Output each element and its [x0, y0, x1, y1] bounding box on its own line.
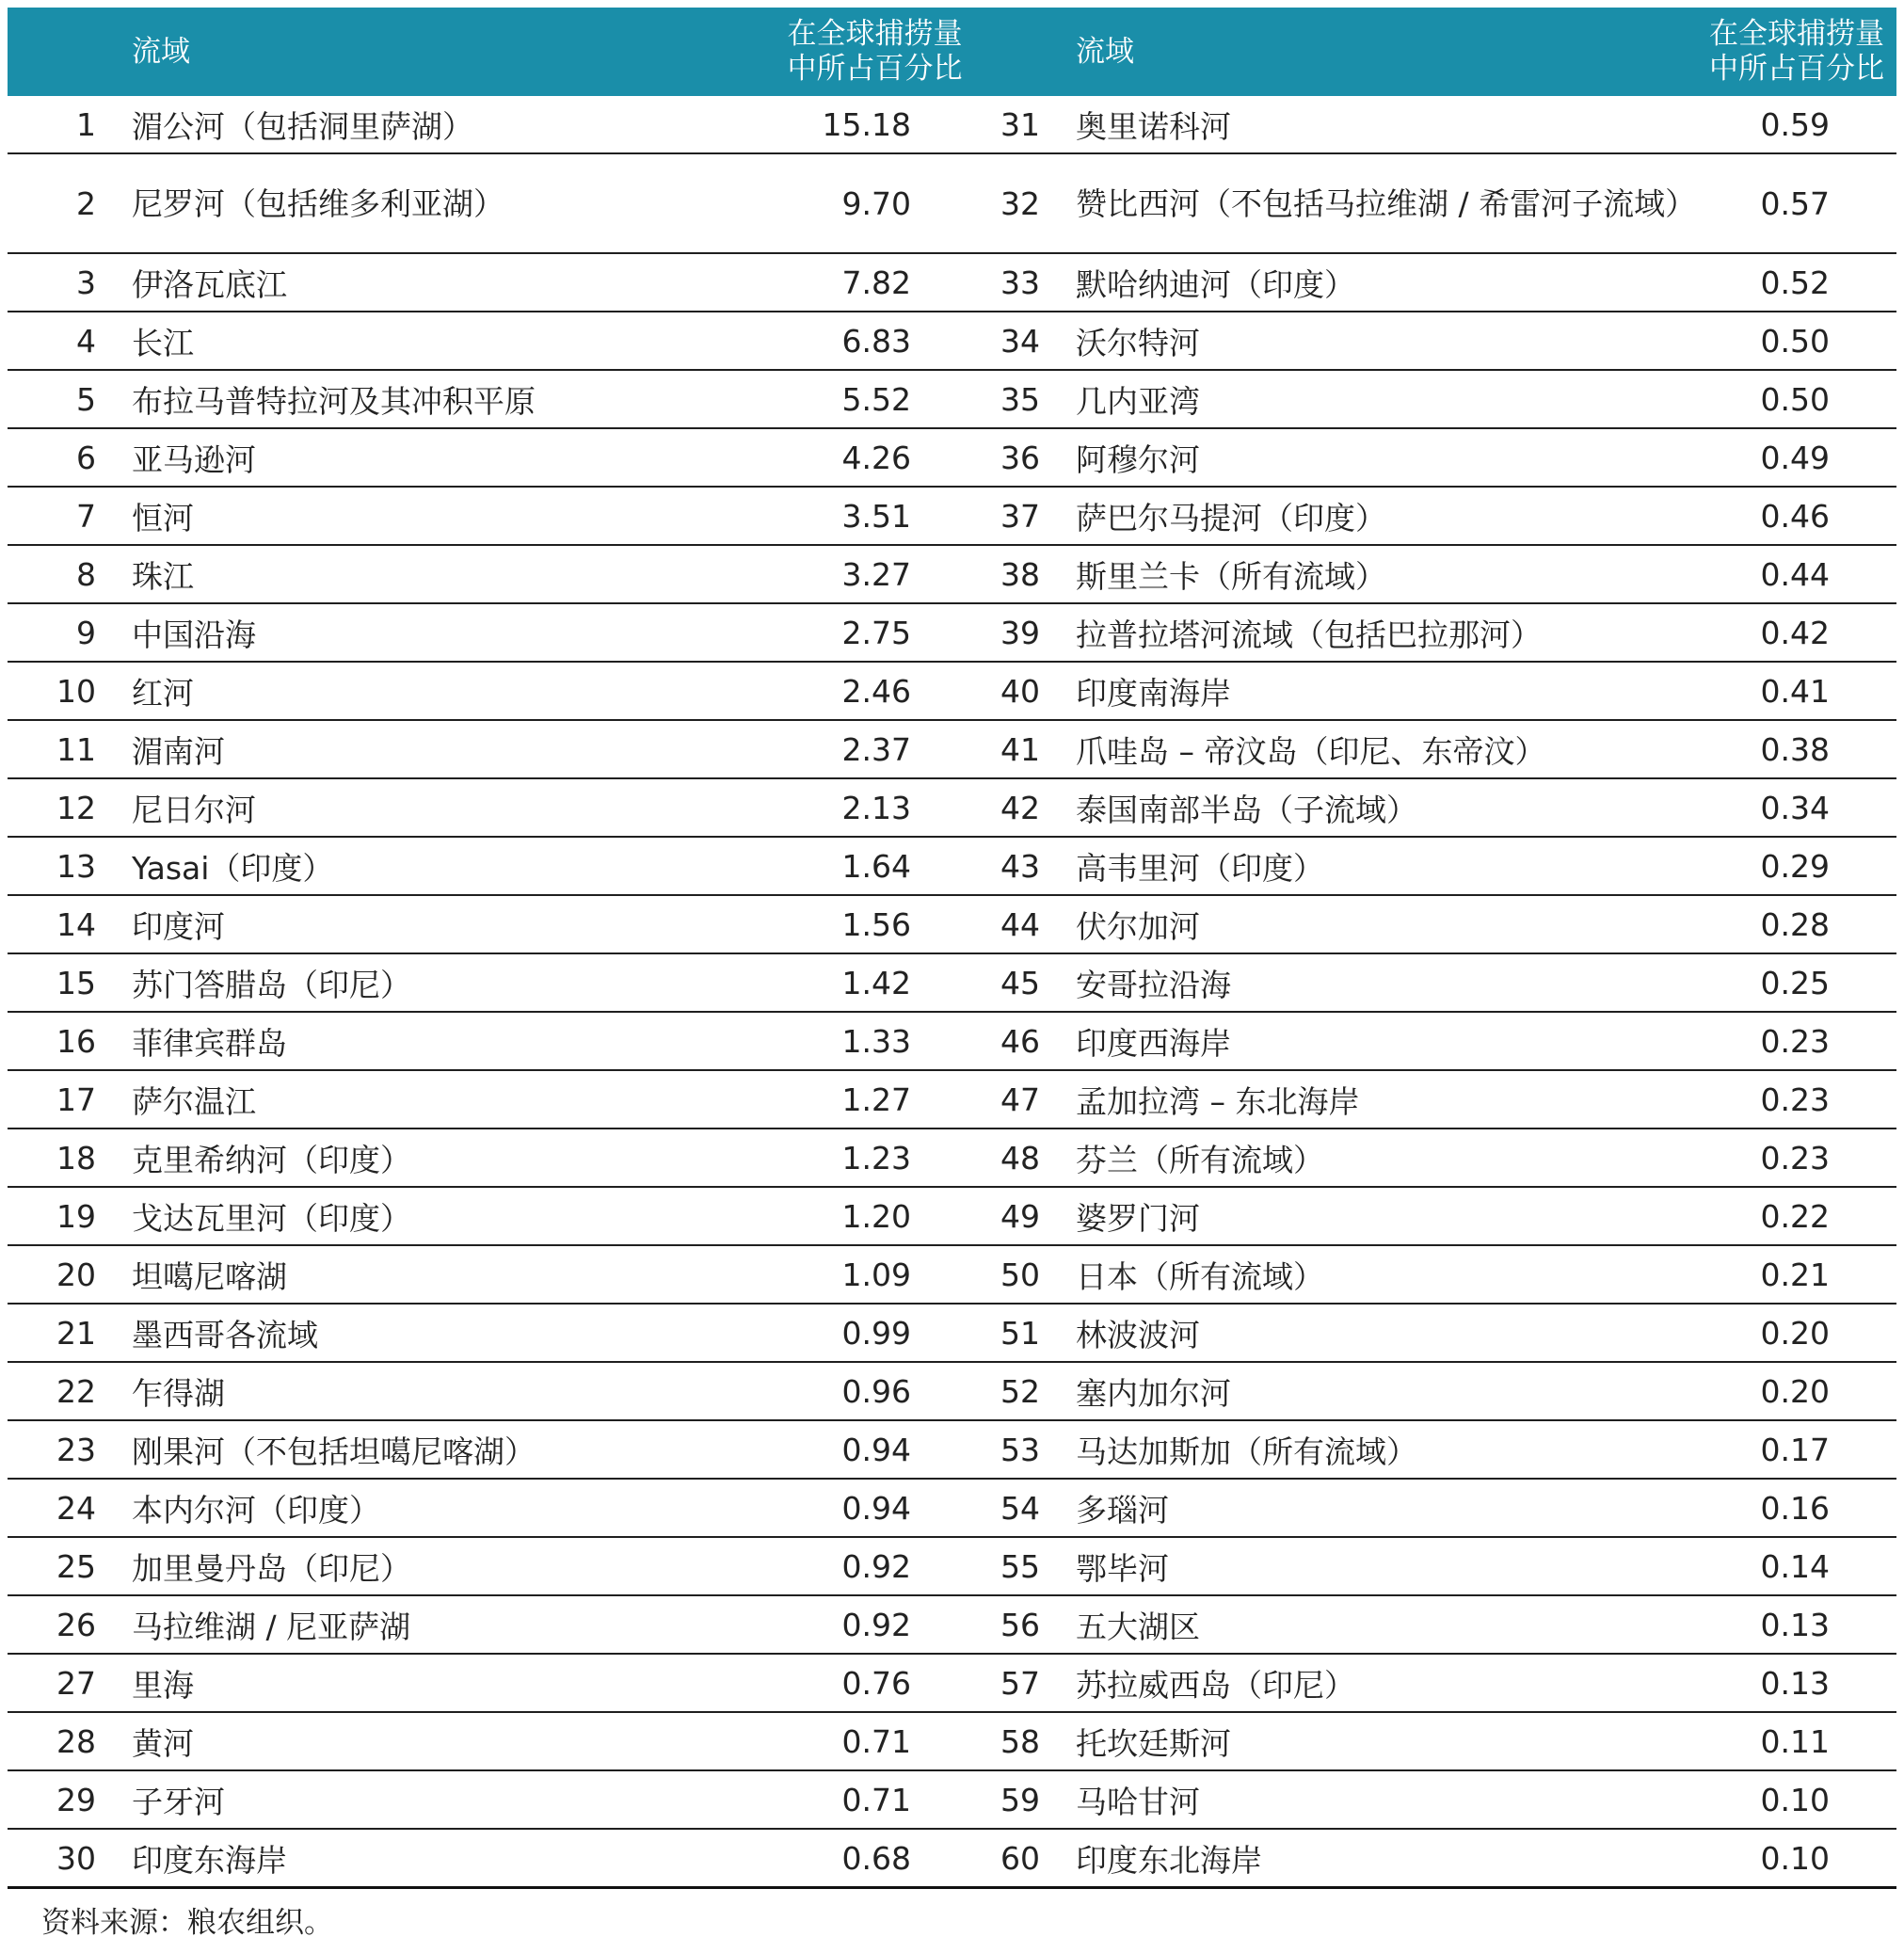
basin-cell: 伏尔加河	[1076, 895, 1697, 953]
table-row	[8, 837, 1896, 895]
percent-cell: 0.25	[1697, 953, 1896, 1012]
percent-cell: 2.13	[786, 778, 952, 837]
basin-cell: 克里希纳河（印度）	[132, 1129, 786, 1187]
basin-cell: 塞内加尔河	[1076, 1362, 1697, 1420]
basin-cell: 印度西海岸	[1076, 1012, 1697, 1070]
percent-cell: 0.29	[1697, 837, 1896, 895]
table-row	[8, 1537, 1896, 1595]
rank-cell: 14	[8, 895, 132, 953]
percent-cell: 1.64	[786, 837, 952, 895]
percent-cell: 0.28	[1697, 895, 1896, 953]
basin-cell: 芬兰（所有流域）	[1076, 1129, 1697, 1187]
percent-cell: 0.52	[1697, 253, 1896, 312]
rank-cell: 42	[952, 778, 1076, 837]
rank-cell: 8	[8, 545, 132, 603]
header-basin-right: 流域	[1076, 8, 1697, 96]
rank-cell: 52	[952, 1362, 1076, 1420]
basin-cell: 阿穆尔河	[1076, 428, 1697, 487]
percent-cell: 0.92	[786, 1595, 952, 1654]
percent-cell: 1.33	[786, 1012, 952, 1070]
percent-cell: 6.83	[786, 312, 952, 370]
table-row	[8, 895, 1896, 953]
percent-cell: 2.75	[786, 603, 952, 662]
percent-cell: 0.50	[1697, 312, 1896, 370]
rank-cell: 32	[952, 153, 1076, 253]
table-row	[8, 603, 1896, 662]
header-percent-label: 在全球捕捞量中所占百分比	[787, 17, 963, 86]
percent-cell: 1.20	[786, 1187, 952, 1245]
basin-cell: 刚果河（不包括坦噶尼喀湖）	[132, 1420, 786, 1479]
basin-cell: 多瑙河	[1076, 1479, 1697, 1537]
rank-cell: 43	[952, 837, 1076, 895]
percent-cell: 0.34	[1697, 778, 1896, 837]
basin-cell: 戈达瓦里河（印度）	[132, 1187, 786, 1245]
table-row	[8, 662, 1896, 720]
table-row	[8, 312, 1896, 370]
table-container	[8, 8, 1896, 1941]
rank-cell: 47	[952, 1070, 1076, 1129]
percent-cell: 2.37	[786, 720, 952, 778]
percent-cell: 0.22	[1697, 1187, 1896, 1245]
basin-cell: 菲律宾群岛	[132, 1012, 786, 1070]
basin-cell: 苏门答腊岛（印尼）	[132, 953, 786, 1012]
percent-cell: 9.70	[786, 153, 952, 253]
basin-cell: 五大湖区	[1076, 1595, 1697, 1654]
percent-cell: 15.18	[786, 96, 952, 153]
percent-cell: 1.09	[786, 1245, 952, 1304]
rank-cell: 2	[8, 153, 132, 253]
rank-cell: 23	[8, 1420, 132, 1479]
rank-cell: 30	[8, 1829, 132, 1888]
rank-cell: 20	[8, 1245, 132, 1304]
percent-cell: 0.20	[1697, 1362, 1896, 1420]
percent-cell: 1.42	[786, 953, 952, 1012]
rank-cell: 50	[952, 1245, 1076, 1304]
basin-cell: 萨尔温江	[132, 1070, 786, 1129]
rank-cell: 46	[952, 1012, 1076, 1070]
percent-cell: 0.99	[786, 1304, 952, 1362]
percent-cell: 0.94	[786, 1479, 952, 1537]
percent-cell: 0.38	[1697, 720, 1896, 778]
table-row	[8, 720, 1896, 778]
table-row	[8, 1304, 1896, 1362]
table-row	[8, 953, 1896, 1012]
percent-cell: 0.57	[1697, 153, 1896, 253]
basin-cell: 爪哇岛 – 帝汶岛（印尼、东帝汶）	[1076, 720, 1697, 778]
basin-cell: 加里曼丹岛（印尼）	[132, 1537, 786, 1595]
basin-cell: 托坎廷斯河	[1076, 1712, 1697, 1770]
table-row	[8, 1187, 1896, 1245]
table-row	[8, 1012, 1896, 1070]
table-row	[8, 1829, 1896, 1888]
rank-cell: 34	[952, 312, 1076, 370]
basin-cell: 鄂毕河	[1076, 1537, 1697, 1595]
percent-cell: 0.20	[1697, 1304, 1896, 1362]
basin-cell: 伊洛瓦底江	[132, 253, 786, 312]
rank-cell: 1	[8, 96, 132, 153]
header-percent-label: 在全球捕捞量中所占百分比	[1709, 17, 1884, 86]
rank-cell: 38	[952, 545, 1076, 603]
rank-cell: 25	[8, 1537, 132, 1595]
rank-cell: 10	[8, 662, 132, 720]
table-row	[8, 1070, 1896, 1129]
table-row	[8, 487, 1896, 545]
basin-cell: 长江	[132, 312, 786, 370]
rank-cell: 12	[8, 778, 132, 837]
rank-cell: 58	[952, 1712, 1076, 1770]
percent-cell: 3.27	[786, 545, 952, 603]
percent-cell: 0.92	[786, 1537, 952, 1595]
basin-cell: 布拉马普特拉河及其冲积平原	[132, 370, 786, 428]
percent-cell: 0.13	[1697, 1595, 1896, 1654]
basin-cell: 默哈纳迪河（印度）	[1076, 253, 1697, 312]
percent-cell: 0.16	[1697, 1479, 1896, 1537]
header-row	[8, 8, 1896, 96]
basin-cell: 里海	[132, 1654, 786, 1712]
source-note: 资料来源：粮农组织。	[41, 1906, 333, 1940]
percent-cell: 0.76	[786, 1654, 952, 1712]
rank-cell: 44	[952, 895, 1076, 953]
rank-cell: 24	[8, 1479, 132, 1537]
percent-cell: 0.23	[1697, 1012, 1896, 1070]
basin-cell: 印度东北海岸	[1076, 1829, 1697, 1888]
basin-cell: Yasai（印度）	[132, 837, 786, 895]
rank-cell: 60	[952, 1829, 1076, 1888]
table-row	[8, 1245, 1896, 1304]
rank-cell: 56	[952, 1595, 1076, 1654]
rank-cell: 40	[952, 662, 1076, 720]
basin-cell: 马达加斯加（所有流域）	[1076, 1420, 1697, 1479]
rank-cell: 35	[952, 370, 1076, 428]
table-row	[8, 1129, 1896, 1187]
basin-cell: 亚马逊河	[132, 428, 786, 487]
basin-cell: 红河	[132, 662, 786, 720]
basin-cell: 奥里诺科河	[1076, 96, 1697, 153]
rank-cell: 54	[952, 1479, 1076, 1537]
header-basin-left: 流域	[132, 8, 786, 96]
basin-cell: 孟加拉湾 – 东北海岸	[1076, 1070, 1697, 1129]
fishery-catch-table	[8, 8, 1896, 1889]
rank-cell: 57	[952, 1654, 1076, 1712]
rank-cell: 28	[8, 1712, 132, 1770]
percent-cell: 0.71	[786, 1712, 952, 1770]
rank-cell: 19	[8, 1187, 132, 1245]
percent-cell: 0.41	[1697, 662, 1896, 720]
basin-cell: 赞比西河（不包括马拉维湖 / 希雷河子流域）	[1076, 153, 1697, 253]
basin-cell: 婆罗门河	[1076, 1187, 1697, 1245]
basin-cell: 尼罗河（包括维多利亚湖）	[132, 153, 786, 253]
rank-cell: 27	[8, 1654, 132, 1712]
table-row	[8, 778, 1896, 837]
rank-cell: 6	[8, 428, 132, 487]
basin-cell: 沃尔特河	[1076, 312, 1697, 370]
basin-cell: 印度东海岸	[132, 1829, 786, 1888]
rank-cell: 15	[8, 953, 132, 1012]
percent-cell: 3.51	[786, 487, 952, 545]
percent-cell: 0.21	[1697, 1245, 1896, 1304]
basin-cell: 几内亚湾	[1076, 370, 1697, 428]
rank-cell: 48	[952, 1129, 1076, 1187]
rank-cell: 29	[8, 1770, 132, 1829]
basin-cell: 本内尔河（印度）	[132, 1479, 786, 1537]
rank-cell: 21	[8, 1304, 132, 1362]
table-row	[8, 1770, 1896, 1829]
basin-cell: 湄南河	[132, 720, 786, 778]
percent-cell: 0.68	[786, 1829, 952, 1888]
basin-cell: 坦噶尼喀湖	[132, 1245, 786, 1304]
table-row	[8, 370, 1896, 428]
rank-cell: 39	[952, 603, 1076, 662]
percent-cell: 0.14	[1697, 1537, 1896, 1595]
basin-cell: 墨西哥各流域	[132, 1304, 786, 1362]
basin-cell: 日本（所有流域）	[1076, 1245, 1697, 1304]
basin-cell: 马拉维湖 / 尼亚萨湖	[132, 1595, 786, 1654]
basin-cell: 子牙河	[132, 1770, 786, 1829]
rank-cell: 22	[8, 1362, 132, 1420]
percent-cell: 0.96	[786, 1362, 952, 1420]
rank-cell: 9	[8, 603, 132, 662]
header-percent-left	[786, 8, 963, 96]
percent-cell: 0.49	[1697, 428, 1896, 487]
percent-cell: 0.23	[1697, 1129, 1896, 1187]
basin-cell: 安哥拉沿海	[1076, 953, 1697, 1012]
percent-cell: 0.42	[1697, 603, 1896, 662]
percent-cell: 0.10	[1697, 1770, 1896, 1829]
rank-cell: 33	[952, 253, 1076, 312]
basin-cell: 萨巴尔马提河（印度）	[1076, 487, 1697, 545]
table-row	[8, 1479, 1896, 1537]
basin-cell: 拉普拉塔河流域（包括巴拉那河）	[1076, 603, 1697, 662]
header-percent-right	[1697, 8, 1896, 96]
percent-cell: 4.26	[786, 428, 952, 487]
basin-cell: 高韦里河（印度）	[1076, 837, 1697, 895]
basin-cell: 乍得湖	[132, 1362, 786, 1420]
rank-cell: 51	[952, 1304, 1076, 1362]
percent-cell: 0.50	[1697, 370, 1896, 428]
basin-cell: 尼日尔河	[132, 778, 786, 837]
percent-cell: 0.11	[1697, 1712, 1896, 1770]
percent-cell: 0.94	[786, 1420, 952, 1479]
table-row	[8, 1595, 1896, 1654]
rank-cell: 4	[8, 312, 132, 370]
percent-cell: 0.23	[1697, 1070, 1896, 1129]
rank-cell: 7	[8, 487, 132, 545]
table-row	[8, 428, 1896, 487]
rank-cell: 3	[8, 253, 132, 312]
percent-cell: 0.17	[1697, 1420, 1896, 1479]
percent-cell: 2.46	[786, 662, 952, 720]
percent-cell: 1.56	[786, 895, 952, 953]
basin-cell: 湄公河（包括洞里萨湖）	[132, 96, 786, 153]
rank-cell: 41	[952, 720, 1076, 778]
percent-cell: 0.59	[1697, 96, 1896, 153]
basin-cell: 印度河	[132, 895, 786, 953]
percent-cell: 7.82	[786, 253, 952, 312]
rank-cell: 37	[952, 487, 1076, 545]
rank-cell: 17	[8, 1070, 132, 1129]
rank-cell: 55	[952, 1537, 1076, 1595]
rank-cell: 13	[8, 837, 132, 895]
percent-cell: 5.52	[786, 370, 952, 428]
percent-cell: 0.13	[1697, 1654, 1896, 1712]
table-row	[8, 1654, 1896, 1712]
basin-cell: 马哈甘河	[1076, 1770, 1697, 1829]
rank-cell: 18	[8, 1129, 132, 1187]
rank-cell: 45	[952, 953, 1076, 1012]
basin-cell: 珠江	[132, 545, 786, 603]
basin-cell: 恒河	[132, 487, 786, 545]
table-row	[8, 153, 1896, 253]
table-row	[8, 253, 1896, 312]
basin-cell: 斯里兰卡（所有流域）	[1076, 545, 1697, 603]
table-row	[8, 545, 1896, 603]
table-body	[8, 96, 1896, 1888]
basin-cell: 印度南海岸	[1076, 662, 1697, 720]
percent-cell: 0.46	[1697, 487, 1896, 545]
percent-cell: 1.23	[786, 1129, 952, 1187]
percent-cell: 1.27	[786, 1070, 952, 1129]
rank-cell: 16	[8, 1012, 132, 1070]
table-row	[8, 1712, 1896, 1770]
rank-cell: 49	[952, 1187, 1076, 1245]
rank-cell: 59	[952, 1770, 1076, 1829]
basin-cell: 林波波河	[1076, 1304, 1697, 1362]
basin-cell: 中国沿海	[132, 603, 786, 662]
percent-cell: 0.44	[1697, 545, 1896, 603]
basin-cell: 苏拉威西岛（印尼）	[1076, 1654, 1697, 1712]
basin-cell: 黄河	[132, 1712, 786, 1770]
header-rank-left	[8, 8, 132, 96]
rank-cell: 11	[8, 720, 132, 778]
table-row	[8, 96, 1896, 153]
rank-cell: 26	[8, 1595, 132, 1654]
rank-cell: 36	[952, 428, 1076, 487]
percent-cell: 0.10	[1697, 1829, 1896, 1888]
rank-cell: 53	[952, 1420, 1076, 1479]
table-row	[8, 1362, 1896, 1420]
percent-cell: 0.71	[786, 1770, 952, 1829]
table-row	[8, 1420, 1896, 1479]
rank-cell: 31	[952, 96, 1076, 153]
rank-cell: 5	[8, 370, 132, 428]
table-header	[8, 8, 1896, 96]
basin-cell: 泰国南部半岛（子流域）	[1076, 778, 1697, 837]
header-rank-right	[952, 8, 1076, 96]
